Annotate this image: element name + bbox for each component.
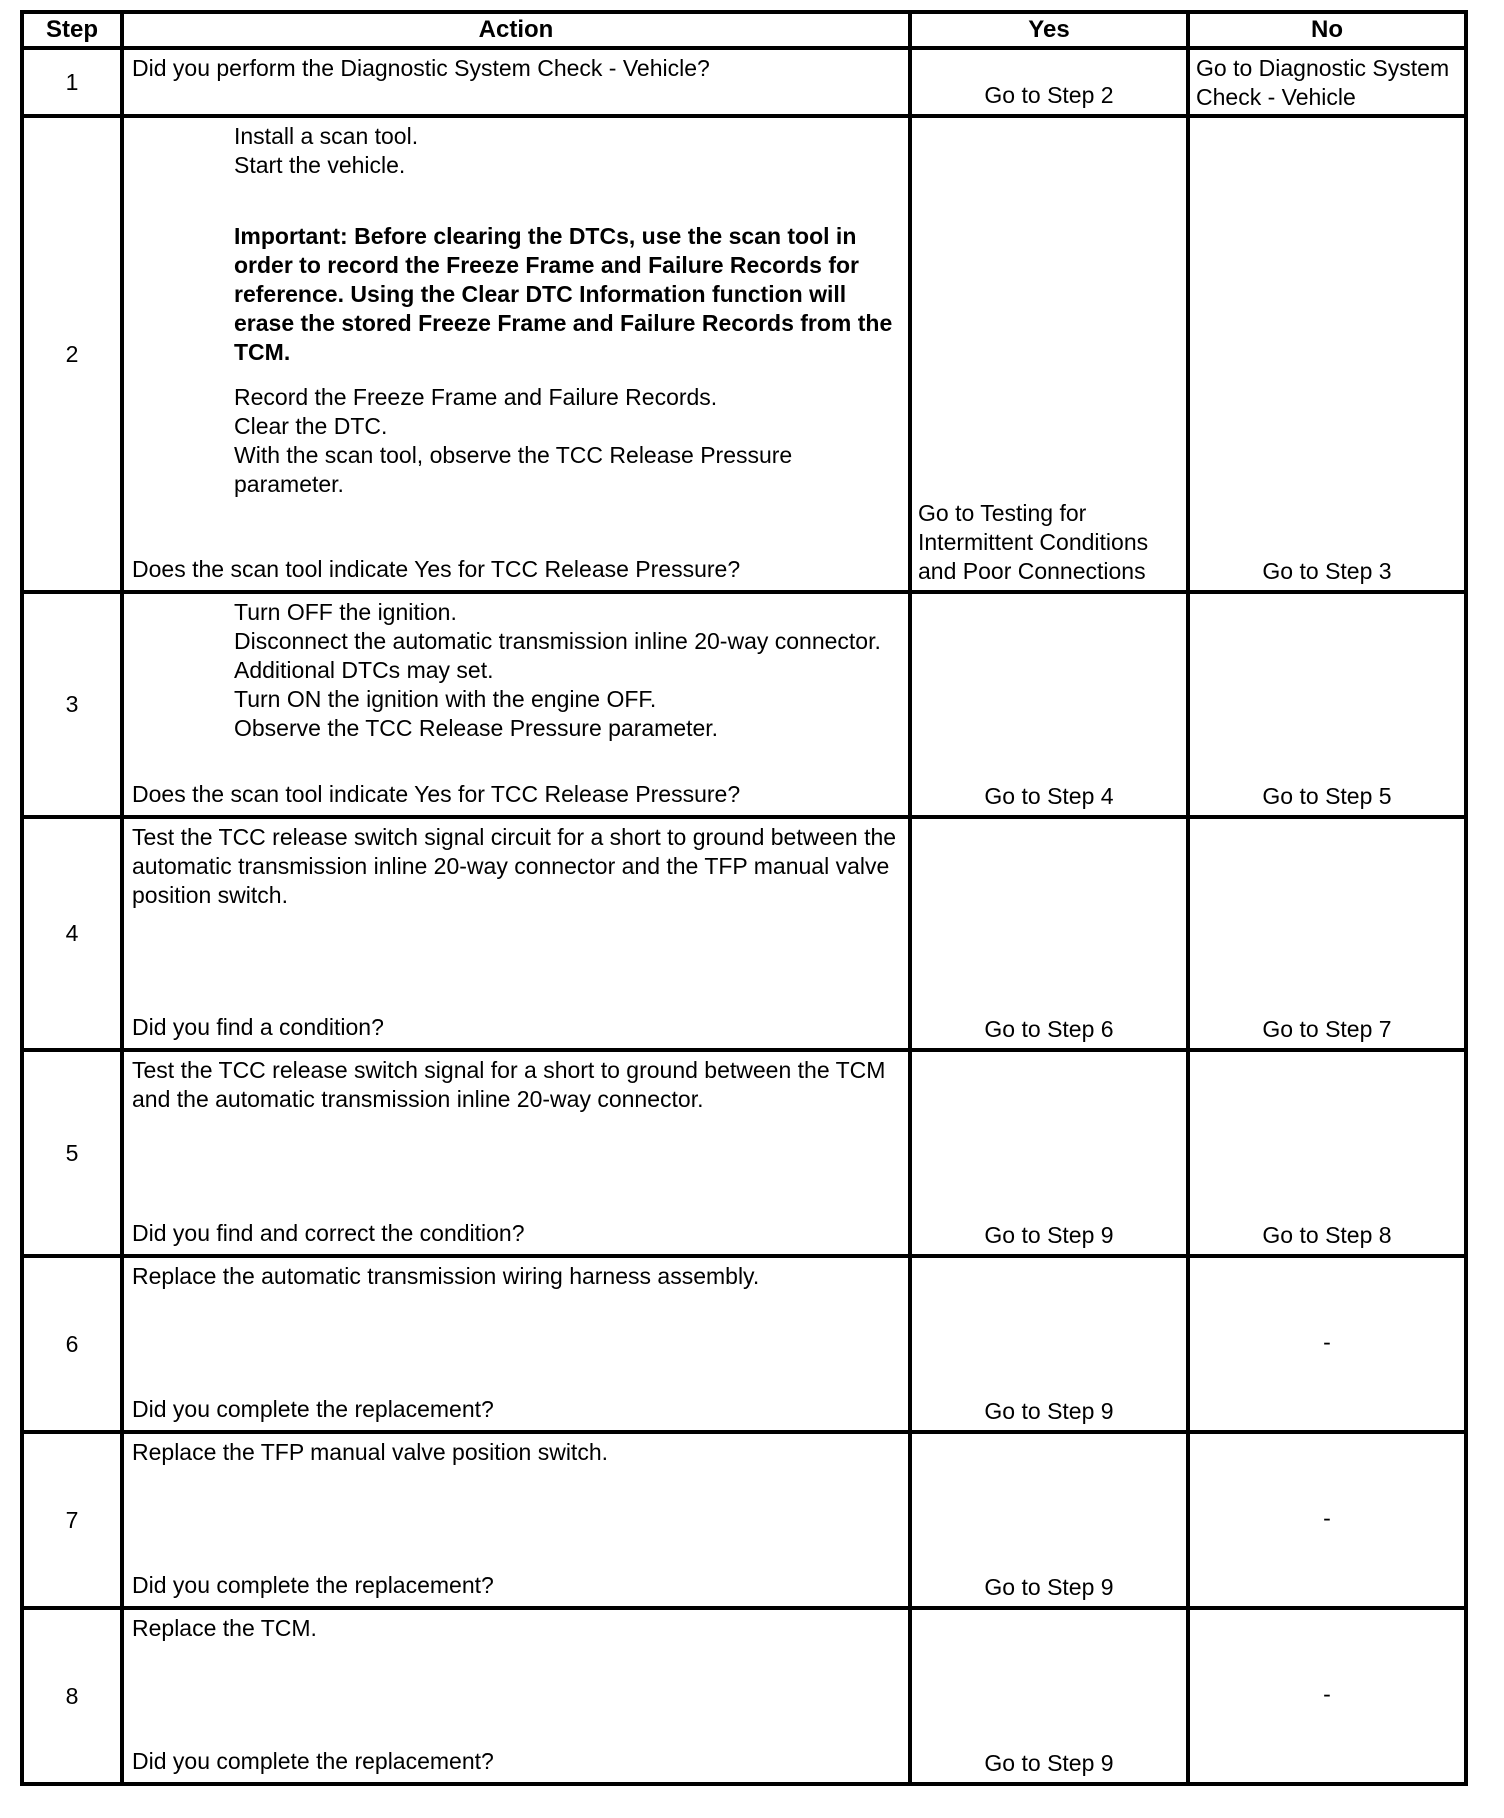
no-result: Go to Step 7 [1188, 817, 1466, 1050]
step-number: 4 [22, 817, 122, 1050]
action-step: With the scan tool, observe the TCC Release Pressure parameter. [234, 442, 793, 497]
no-result: - [1188, 1432, 1466, 1608]
table-row [22, 592, 1466, 817]
action-step: Record the Freeze Frame and Failure Records. [234, 384, 718, 410]
no-result: - [1188, 1608, 1466, 1784]
action-step: Disconnect the automatic transmission inline 20-way connector. Additional DTCs may set. [234, 628, 881, 683]
header-yes: Yes [910, 12, 1188, 48]
action-question: Did you complete the replacement? [132, 1396, 494, 1422]
step-number: 2 [22, 116, 122, 592]
step-number: 1 [22, 48, 122, 116]
yes-result: Go to Step 2 [910, 48, 1188, 116]
action-cell [122, 1256, 910, 1432]
action-steps [132, 598, 900, 743]
action-question: Does the scan tool indicate Yes for TCC Release Pressure? [132, 781, 741, 807]
action-steps [132, 122, 900, 180]
action-question: Did you perform the Diagnostic System Check - Vehicle? [132, 55, 710, 81]
yes-result: Go to Step 9 [910, 1608, 1188, 1784]
action-question: Does the scan tool indicate Yes for TCC Release Pressure? [132, 556, 741, 582]
step-number: 7 [22, 1432, 122, 1608]
diagnostic-table [20, 10, 1468, 1786]
step-number: 6 [22, 1256, 122, 1432]
action-intro: Replace the TCM. [132, 1615, 317, 1641]
action-cell [122, 817, 910, 1050]
table-row [22, 1256, 1466, 1432]
table-row [22, 1608, 1466, 1784]
header-action: Action [122, 12, 910, 48]
no-result: Go to Step 3 [1188, 116, 1466, 592]
no-result: - [1188, 1256, 1466, 1432]
step-number: 3 [22, 592, 122, 817]
action-question: Did you complete the replacement? [132, 1748, 494, 1774]
important-note: Important: Before clearing the DTCs, use the scan tool in order to record the Freeze Frame and Failure Records for reference. Using the Clear DTC Information function will erase the stored Freeze Frame and Failure Records from the TCM. [234, 223, 893, 365]
table-row [22, 1050, 1466, 1256]
table-row [22, 48, 1466, 116]
action-cell [122, 1608, 910, 1784]
action-cell [122, 592, 910, 817]
table-row [22, 817, 1466, 1050]
yes-result: Go to Step 9 [910, 1256, 1188, 1432]
step-number: 8 [22, 1608, 122, 1784]
header-row [22, 12, 1466, 48]
header-step: Step [22, 12, 122, 48]
table-row [22, 116, 1466, 592]
action-step: Start the vehicle. [234, 152, 406, 178]
action-step: Clear the DTC. [234, 413, 388, 439]
no-result: Go to Step 5 [1188, 592, 1466, 817]
action-intro: Replace the automatic transmission wiring harness assembly. [132, 1263, 760, 1289]
action-step: Observe the TCC Release Pressure parameter. [234, 715, 719, 741]
action-question: Did you find and correct the condition? [132, 1220, 525, 1246]
action-cell [122, 1050, 910, 1256]
yes-result: Go to Testing for Intermittent Conditions and Poor Connections [910, 116, 1188, 592]
action-steps-after [132, 383, 900, 499]
action-step: Install a scan tool. [234, 123, 419, 149]
action-step: Turn ON the ignition with the engine OFF. [234, 686, 657, 712]
action-cell [122, 1432, 910, 1608]
yes-result: Go to Step 4 [910, 592, 1188, 817]
action-cell [122, 48, 910, 116]
action-question: Did you complete the replacement? [132, 1572, 494, 1598]
no-result: Go to Step 8 [1188, 1050, 1466, 1256]
action-intro: Replace the TFP manual valve position switch. [132, 1439, 609, 1465]
table-row [22, 1432, 1466, 1608]
yes-result: Go to Step 6 [910, 817, 1188, 1050]
step-number: 5 [22, 1050, 122, 1256]
yes-result: Go to Step 9 [910, 1432, 1188, 1608]
action-intro: Test the TCC release switch signal circuit for a short to ground between the automatic transmission inline 20-way connector and the TFP manual valve position switch. [132, 824, 897, 908]
action-question: Did you find a condition? [132, 1014, 384, 1040]
action-cell [122, 116, 910, 592]
action-intro: Test the TCC release switch signal for a short to ground between the TCM and the automatic transmission inline 20-way connector. [132, 1057, 886, 1112]
no-result: Go to Diagnostic System Check - Vehicle [1188, 48, 1466, 116]
header-no: No [1188, 12, 1466, 48]
yes-result: Go to Step 9 [910, 1050, 1188, 1256]
action-step: Turn OFF the ignition. [234, 599, 457, 625]
